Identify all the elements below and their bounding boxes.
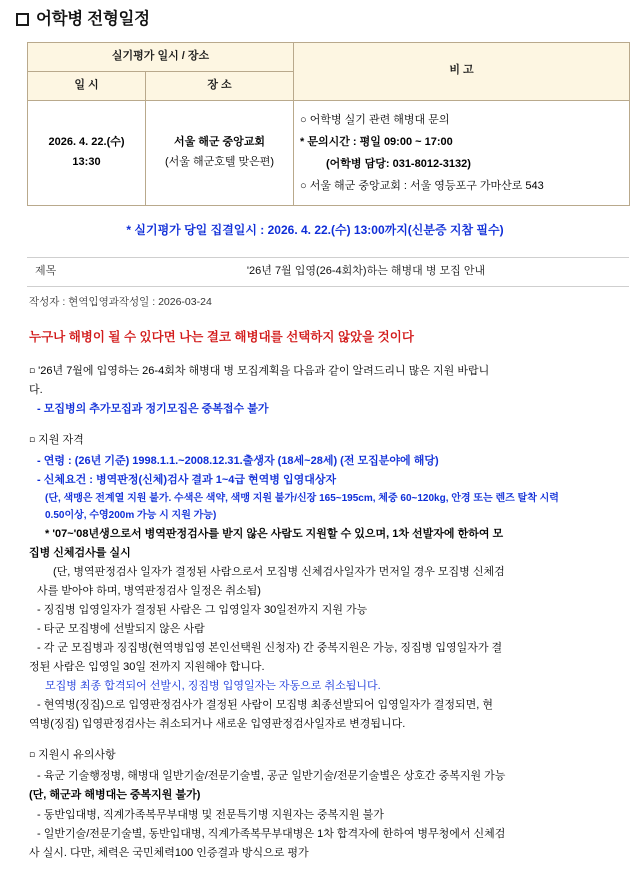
section-1-line-4: 0.50이상, 수영200m 가능 시 지원 가능) bbox=[45, 510, 217, 522]
remark-line-3: (어학병 담당: 031-8012-3132) bbox=[326, 157, 471, 170]
section-1-line-2: - 신체요건 : 병역판정(신체)검사 결과 1~4급 현역병 입영대상자 bbox=[37, 473, 337, 486]
section-2-title-text: 지원시 유의사항 bbox=[38, 749, 116, 762]
intro-paragraph-line-2: 다. bbox=[29, 383, 43, 396]
body-content bbox=[29, 363, 629, 862]
section-1-line-15: 역병(징집) 입영판정검사는 취소되거나 새로운 입영판정검사일자로 변경됩니다. bbox=[29, 718, 406, 731]
exam-place-sub: (서울 해군호텔 맞은편) bbox=[164, 155, 275, 168]
intro-note: - 모집병의 추가모집과 정기모집은 중복접수 불가 bbox=[37, 402, 269, 415]
square-bullet-icon: ▫ bbox=[29, 365, 36, 376]
meta-author: 작성자 : 현역입영과작성일 : 2026-03-24 bbox=[29, 296, 212, 309]
section-1-line-8: 사를 받아야 하며, 병역판정검사 일정은 취소됨) bbox=[37, 585, 261, 598]
assembly-notice: * 실기평가 당일 집결일시 : 2026. 4. 22.(수) 13:00까지(신분증 지참 필수) bbox=[126, 222, 504, 237]
cell-exam-date bbox=[28, 100, 146, 205]
remark-line-4: ○ 서울 해군 중앙교회 : 서울 영등포구 가마산로 543 bbox=[300, 179, 544, 192]
header-exam-group: 실기평가 일시 / 장소 bbox=[28, 42, 294, 71]
section-2-line-5: 사 실시. 다만, 체력은 국민체력100 인증결과 방식으로 평가 bbox=[29, 846, 309, 859]
section-2-line-4: - 일반기술/전문기술별, 동반입대병, 직계가족복무부대병은 1차 합격자에 한하여 병무청에서 신체검 bbox=[37, 827, 506, 840]
table-row bbox=[28, 42, 630, 71]
section-1-line-5: * '07~'08년생으로서 병역판정검사를 받지 않은 사람도 지원할 수 있으며, 1차 선발자에 한하여 모 bbox=[45, 527, 504, 540]
section-1-line-9: - 징집병 입영일자가 결정된 사람은 그 입영일자 30일전까지 지원 가능 bbox=[37, 604, 368, 617]
remark-line-1: ○ 어학병 실기 관련 해병대 문의 bbox=[300, 113, 450, 126]
page-title-text: 어학병 전형일정 bbox=[36, 10, 150, 28]
square-bullet-icon: ▫ bbox=[29, 750, 36, 761]
meta-label-subject: 제목 bbox=[27, 258, 103, 287]
square-bullet-icon bbox=[16, 13, 29, 26]
page-title bbox=[16, 8, 616, 32]
section-1-line-1: - 연령 : (26년 기준) 1998.1.1.~2008.12.31.출생자 (18세~28세) (전 모집분야에 해당) bbox=[37, 454, 439, 467]
cell-exam-place bbox=[146, 100, 294, 205]
remark-line-2: * 문의시간 : 평일 09:00 ~ 17:00 bbox=[300, 135, 453, 148]
section-1-line-3: (단, 색맹은 전계열 지원 불가. 수색은 색약, 색맹 지원 불가/신장 165~195cm, 체중 60~120kg, 안경 또는 렌즈 탈착 시력 bbox=[45, 492, 559, 504]
intro-text-1: '26년 7월에 입영하는 26-4회차 해병대 병 모집계획을 다음과 같이 알려드리니 많은 지원 바랍니 bbox=[38, 364, 490, 377]
exam-place-main: 서울 해군 중앙교회 bbox=[173, 136, 266, 149]
table-row bbox=[27, 258, 629, 287]
section-1-title-text: 지원 자격 bbox=[38, 433, 84, 446]
section-1-line-6: 집병 신체검사를 실시 bbox=[29, 546, 131, 559]
section-1-line-7: (단, 병역판정검사 일자가 결정된 사람으로서 모집병 신체검사일자가 먼저일 경우 모집병 신체검 bbox=[53, 565, 505, 578]
header-date: 일 시 bbox=[28, 71, 146, 100]
slogan-headline: 누구나 해병이 될 수 있다면 나는 결코 해병대를 선택하지 않았을 것이다 bbox=[29, 330, 414, 345]
section-2-line-2: (단, 해군과 해병대는 중복지원 불가) bbox=[29, 789, 201, 802]
cell-remarks bbox=[294, 100, 630, 205]
post-meta-table bbox=[27, 257, 629, 287]
section-2-title bbox=[29, 747, 629, 764]
header-remarks: 비 고 bbox=[294, 42, 630, 100]
section-1-title bbox=[29, 432, 629, 449]
exam-date-line2: 13:30 bbox=[72, 155, 101, 168]
intro-paragraph-line-1 bbox=[29, 363, 629, 380]
header-place: 장 소 bbox=[146, 71, 294, 100]
table-row bbox=[28, 100, 630, 205]
schedule-table bbox=[27, 42, 630, 206]
section-1-line-11: - 각 군 모집병과 징집병(현역병입영 본인선택원 신청자) 간 중복지원은 가능, 징집병 입영일자가 결 bbox=[37, 642, 503, 655]
section-2-line-3: - 동반입대병, 직계가족복무부대병 및 전문특기병 지원자는 중복지원 불가 bbox=[37, 808, 384, 821]
section-2-line-1: - 육군 기술행정병, 해병대 일반기술/전문기술별, 공군 일반기술/전문기술별은 상호간 중복지원 가능 bbox=[37, 770, 506, 783]
section-1-line-12: 정된 사람은 입영일 30일 전까지 지원해야 합니다. bbox=[29, 661, 265, 674]
meta-value-subject: '26년 7월 입영(26-4회차)하는 해병대 병 모집 안내 bbox=[103, 258, 629, 287]
section-1-line-13: 모집병 최종 합격되어 선발시, 징집병 입영일자는 자동으로 취소됩니다. bbox=[45, 680, 381, 693]
square-bullet-icon: ▫ bbox=[29, 434, 36, 445]
section-1-line-10: - 타군 모집병에 선발되지 않은 사람 bbox=[37, 623, 205, 636]
section-1-line-14: - 현역병(징집)으로 입영판정검사가 결정된 사람이 모집병 최종선발되어 입영일자가 결정되면, 현 bbox=[37, 699, 493, 712]
exam-date-line1: 2026. 4. 22.(수) bbox=[48, 136, 125, 149]
